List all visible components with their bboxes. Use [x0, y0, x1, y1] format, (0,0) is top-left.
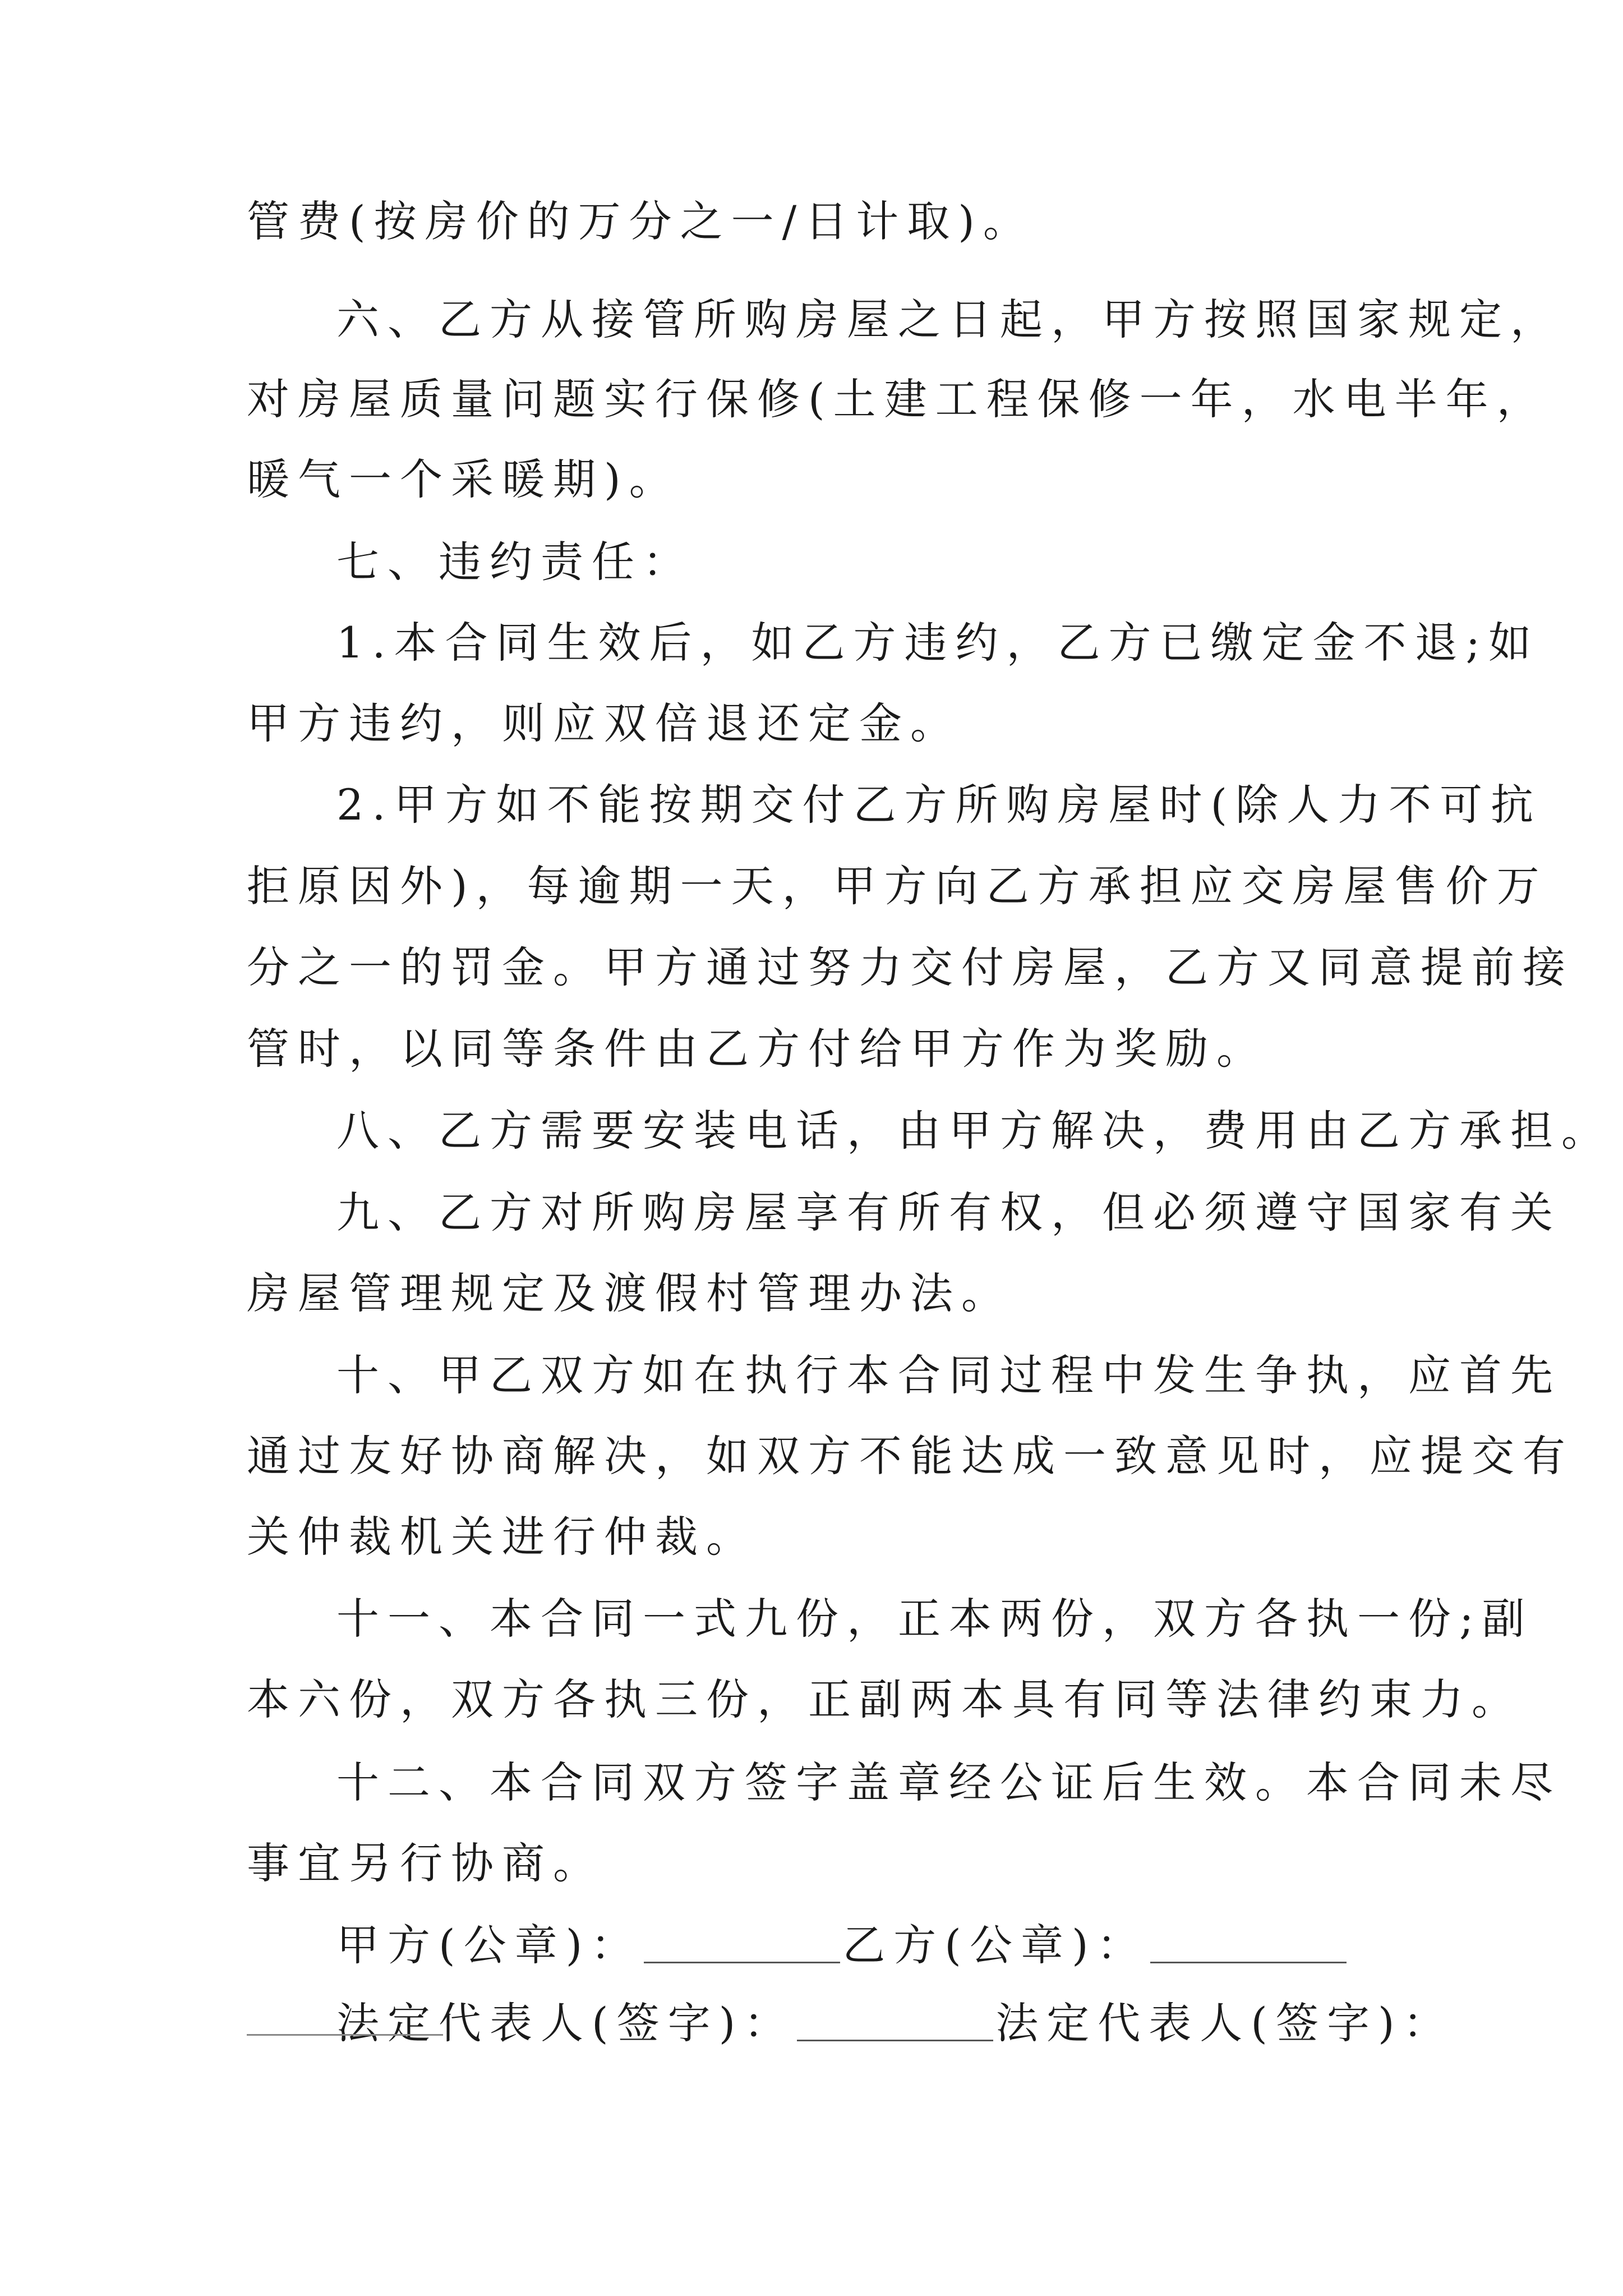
- party-b-rep-label: 法定代表人(签字)：: [995, 1998, 1454, 2048]
- paragraph-line: 房屋管理规定及渡假村管理办法。: [247, 1268, 1012, 1318]
- party-b-seal-blank: [1150, 1959, 1347, 1963]
- seal-line: [336, 1917, 1349, 1973]
- paragraph-line: 关仲裁机关进行仲裁。: [247, 1512, 757, 1562]
- paragraph-line: 2.甲方如不能按期交付乙方所购房屋时(除人力不可抗: [336, 780, 1542, 830]
- party-a-seal-blank: [644, 1959, 840, 1963]
- paragraph-line: 管费(按房价的万分之一/日计取)。: [247, 196, 1034, 246]
- paragraph-line: 十二、本合同双方签字盖章经公证后生效。本合同未尽: [336, 1757, 1561, 1807]
- section-heading: 七、违约责任：: [336, 537, 694, 587]
- paragraph-line: 分之一的罚金。甲方通过努力交付房屋，乙方又同意提前接: [247, 942, 1574, 992]
- paragraph-line: 九、乙方对所购房屋享有所有权，但必须遵守国家有关: [336, 1188, 1561, 1237]
- footnote-divider: [247, 2034, 443, 2036]
- party-a-rep-label: 法定代表人(签字)：: [336, 1998, 795, 2048]
- party-b-seal-label: 乙方(公章)：: [842, 1920, 1148, 1970]
- paragraph-line: 十一、本合同一式九份，正本两份，双方各执一份;副: [336, 1594, 1533, 1644]
- paragraph-line: 事宜另行协商。: [247, 1838, 604, 1888]
- paragraph-line: 通过友好协商解决，如双方不能达成一致意见时，应提交有: [247, 1431, 1574, 1481]
- paragraph-line: 甲方违约，则应双倍退还定金。: [247, 698, 961, 748]
- paragraph-line: 拒原因外)，每逾期一天，甲方向乙方承担应交房屋售价万: [247, 861, 1548, 911]
- representative-line: [336, 1995, 1454, 2051]
- party-a-rep-blank: [797, 2037, 993, 2041]
- paragraph-line: 六、乙方从接管所购房屋之日起，甲方按照国家规定，: [336, 295, 1561, 344]
- paragraph-line: 1.本合同生效后，如乙方违约，乙方已缴定金不退;如: [336, 618, 1540, 668]
- paragraph-line: 暖气一个采暖期)。: [247, 454, 680, 504]
- paragraph-line: 对房屋质量问题实行保修(土建工程保修一年，水电半年，: [247, 374, 1548, 424]
- paragraph-line: 八、乙方需要安装电话，由甲方解决，费用由乙方承担。: [336, 1106, 1612, 1156]
- paragraph-line: 十、甲乙双方如在执行本合同过程中发生争执，应首先: [336, 1350, 1561, 1400]
- paragraph-line: 本六份，双方各执三份，正副两本具有同等法律约束力。: [247, 1674, 1523, 1724]
- party-a-seal-label: 甲方(公章)：: [336, 1920, 642, 1970]
- paragraph-line: 管时，以同等条件由乙方付给甲方作为奖励。: [247, 1024, 1267, 1074]
